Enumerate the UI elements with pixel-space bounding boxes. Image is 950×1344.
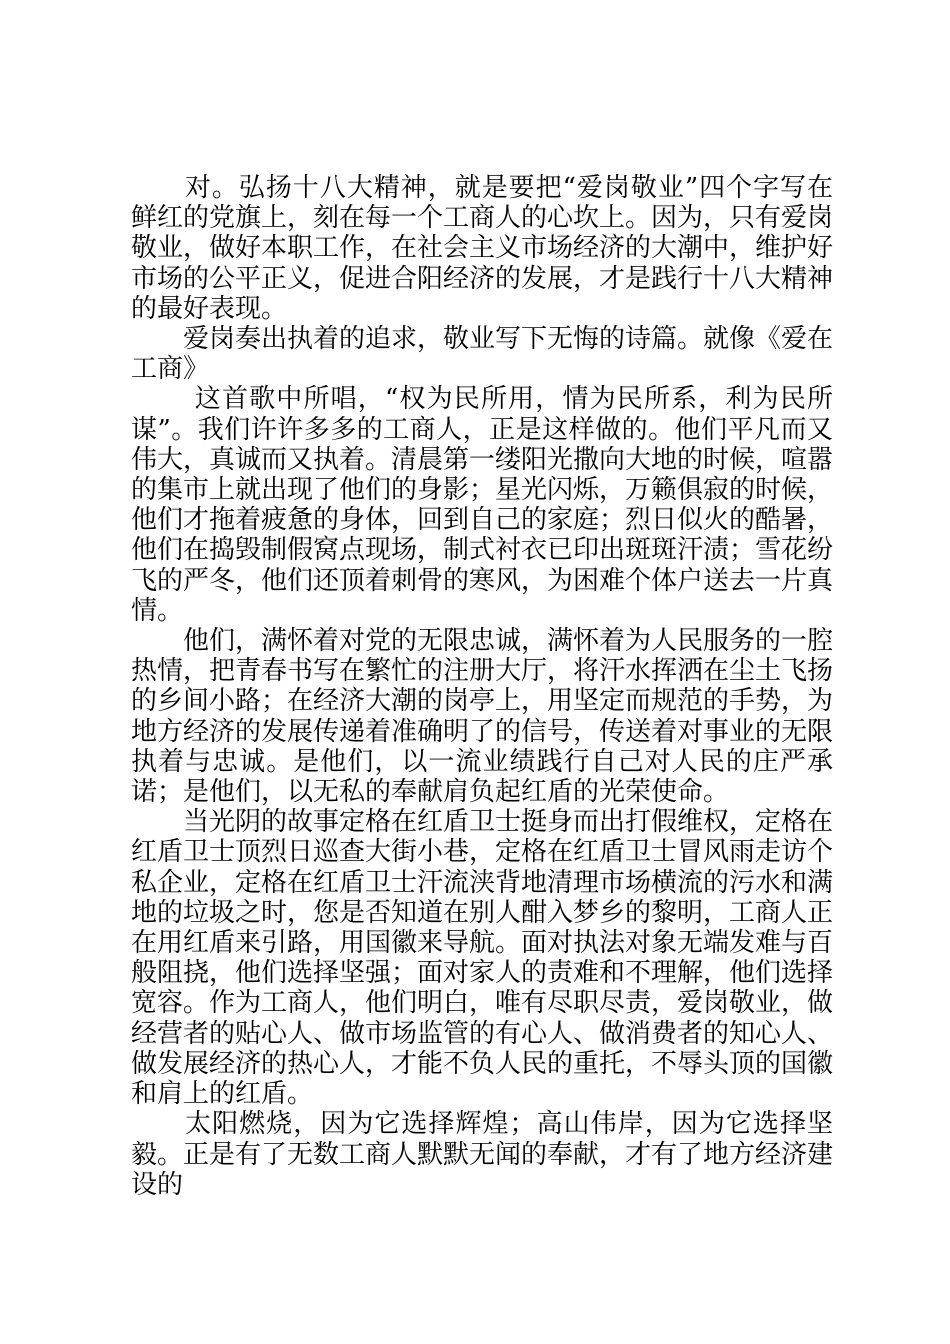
paragraph: 这首歌中所唱，“权为民所用，情为民所系，利为民所谋”。我们许许多多的工商人，正是这样做的。他们平凡而又伟大，真诚而又执着。清晨第一缕阳光撒向大地的时候，喧嚣的集市上就出现了他们的身影；星光闪烁，万籁俱寂的时候，他们才拖着疲惫的身体，回到自己的家庭；烈日似火的酷暑，他们在捣毁制假窝点现场，制式衬衣已印出斑斑汗渍；雪花纷飞的严冬，他们还顶着刺骨的寒风，为困难个体户送去一片真情。: [131, 384, 834, 626]
body-text: [131, 173, 833, 1200]
paragraph: 当光阴的故事定格在红盾卫士挺身而出打假维权，定格在红盾卫士顶烈日巡查大街小巷，定格在红盾卫士冒风雨走访个私企业，定格在红盾卫士汗流浃背地清理市场横流的污水和满地的垃圾之时，您是否知道在别人酣入梦乡的黎明，工商人正在用红盾来引路，用国徽来导航。面对执法对象无端发难与百般阻挠，他们选择坚强；面对家人的责难和不理解，他们选择宽容。作为工商人，他们明白，唯有尽职尽责，爱岗敬业，做经营者的贴心人、做市场监管的有心人、做消费者的知心人、做发展经济的热心人，才能不负人民的重托，不辱头顶的国徽和肩上的红盾。: [131, 807, 834, 1110]
paragraph: 他们，满怀着对党的无限忠诚，满怀着为人民服务的一腔热情，把青春书写在繁忙的注册大厅，将汗水挥洒在尘土飞扬的乡间小路；在经济大潮的岗亭上，用坚定而规范的手势，为地方经济的发展传递着准确明了的信号，传送着对事业的无限执着与忠诚。是他们，以一流业绩践行自己对人民的庄严承诺；是他们，以无私的奉献肩负起红盾的光荣使命。: [131, 626, 834, 808]
paragraph: 对。弘扬十八大精神，就是要把“爱岗敬业”四个字写在鲜红的党旗上，刻在每一个工商人的心坎上。因为，只有爱岗敬业，做好本职工作，在社会主义市场经济的大潮中，维护好市场的公平正义，促进合阳经济的发展，才是践行十八大精神的最好表现。: [131, 173, 834, 324]
paragraph: 爱岗奏出执着的追求，敬业写下无悔的诗篇。就像《爱在工商》: [131, 324, 834, 385]
paragraph: 太阳燃烧，因为它选择辉煌；高山伟岸，因为它选择坚毅。正是有了无数工商人默默无闻的奉献，才有了地方经济建设的: [131, 1109, 834, 1200]
